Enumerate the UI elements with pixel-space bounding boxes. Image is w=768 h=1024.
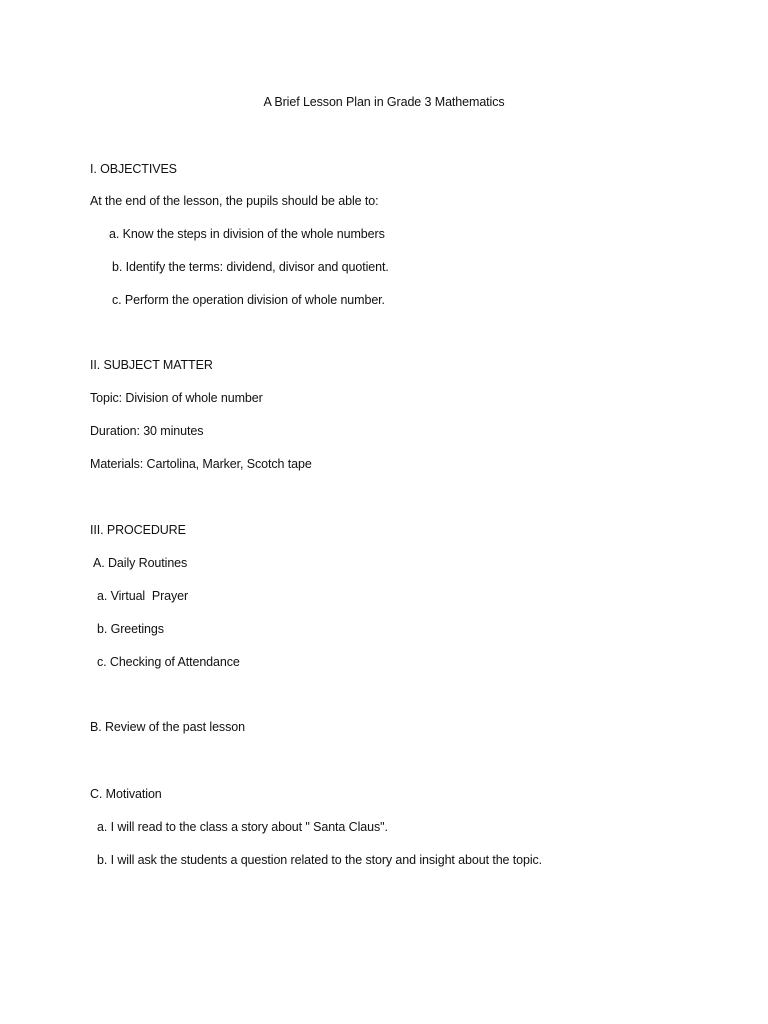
objectives-intro: At the end of the lesson, the pupils should be able to: [90, 194, 379, 208]
motivation-item: b. I will ask the students a question related to the story and insight about the topic. [97, 853, 543, 867]
subject-matter-materials: Materials: Cartolina, Marker, Scotch tape [90, 457, 312, 471]
procedure-heading: III. PROCEDURE [90, 523, 186, 537]
review-heading: B. Review of the past lesson [90, 720, 245, 734]
objective-item: c. Perform the operation division of whole number. [112, 293, 385, 307]
daily-routine-item: a. Virtual Prayer [97, 589, 189, 603]
motivation-heading: C. Motivation [90, 787, 162, 801]
daily-routine-item: b. Greetings [97, 622, 164, 636]
daily-routines-heading: A. Daily Routines [93, 556, 188, 570]
document-title: A Brief Lesson Plan in Grade 3 Mathematics [263, 95, 505, 109]
motivation-item: a. I will read to the class a story about " Santa Claus". [97, 820, 388, 834]
objective-item: b. Identify the terms: dividend, divisor and quotient. [112, 260, 389, 274]
objective-item: a. Know the steps in division of the whole numbers [109, 227, 385, 241]
subject-matter-topic: Topic: Division of whole number [90, 391, 263, 405]
objectives-heading: I. OBJECTIVES [90, 162, 177, 176]
subject-matter-heading: II. SUBJECT MATTER [90, 358, 213, 372]
subject-matter-duration: Duration: 30 minutes [90, 424, 204, 438]
daily-routine-item: c. Checking of Attendance [97, 655, 240, 669]
